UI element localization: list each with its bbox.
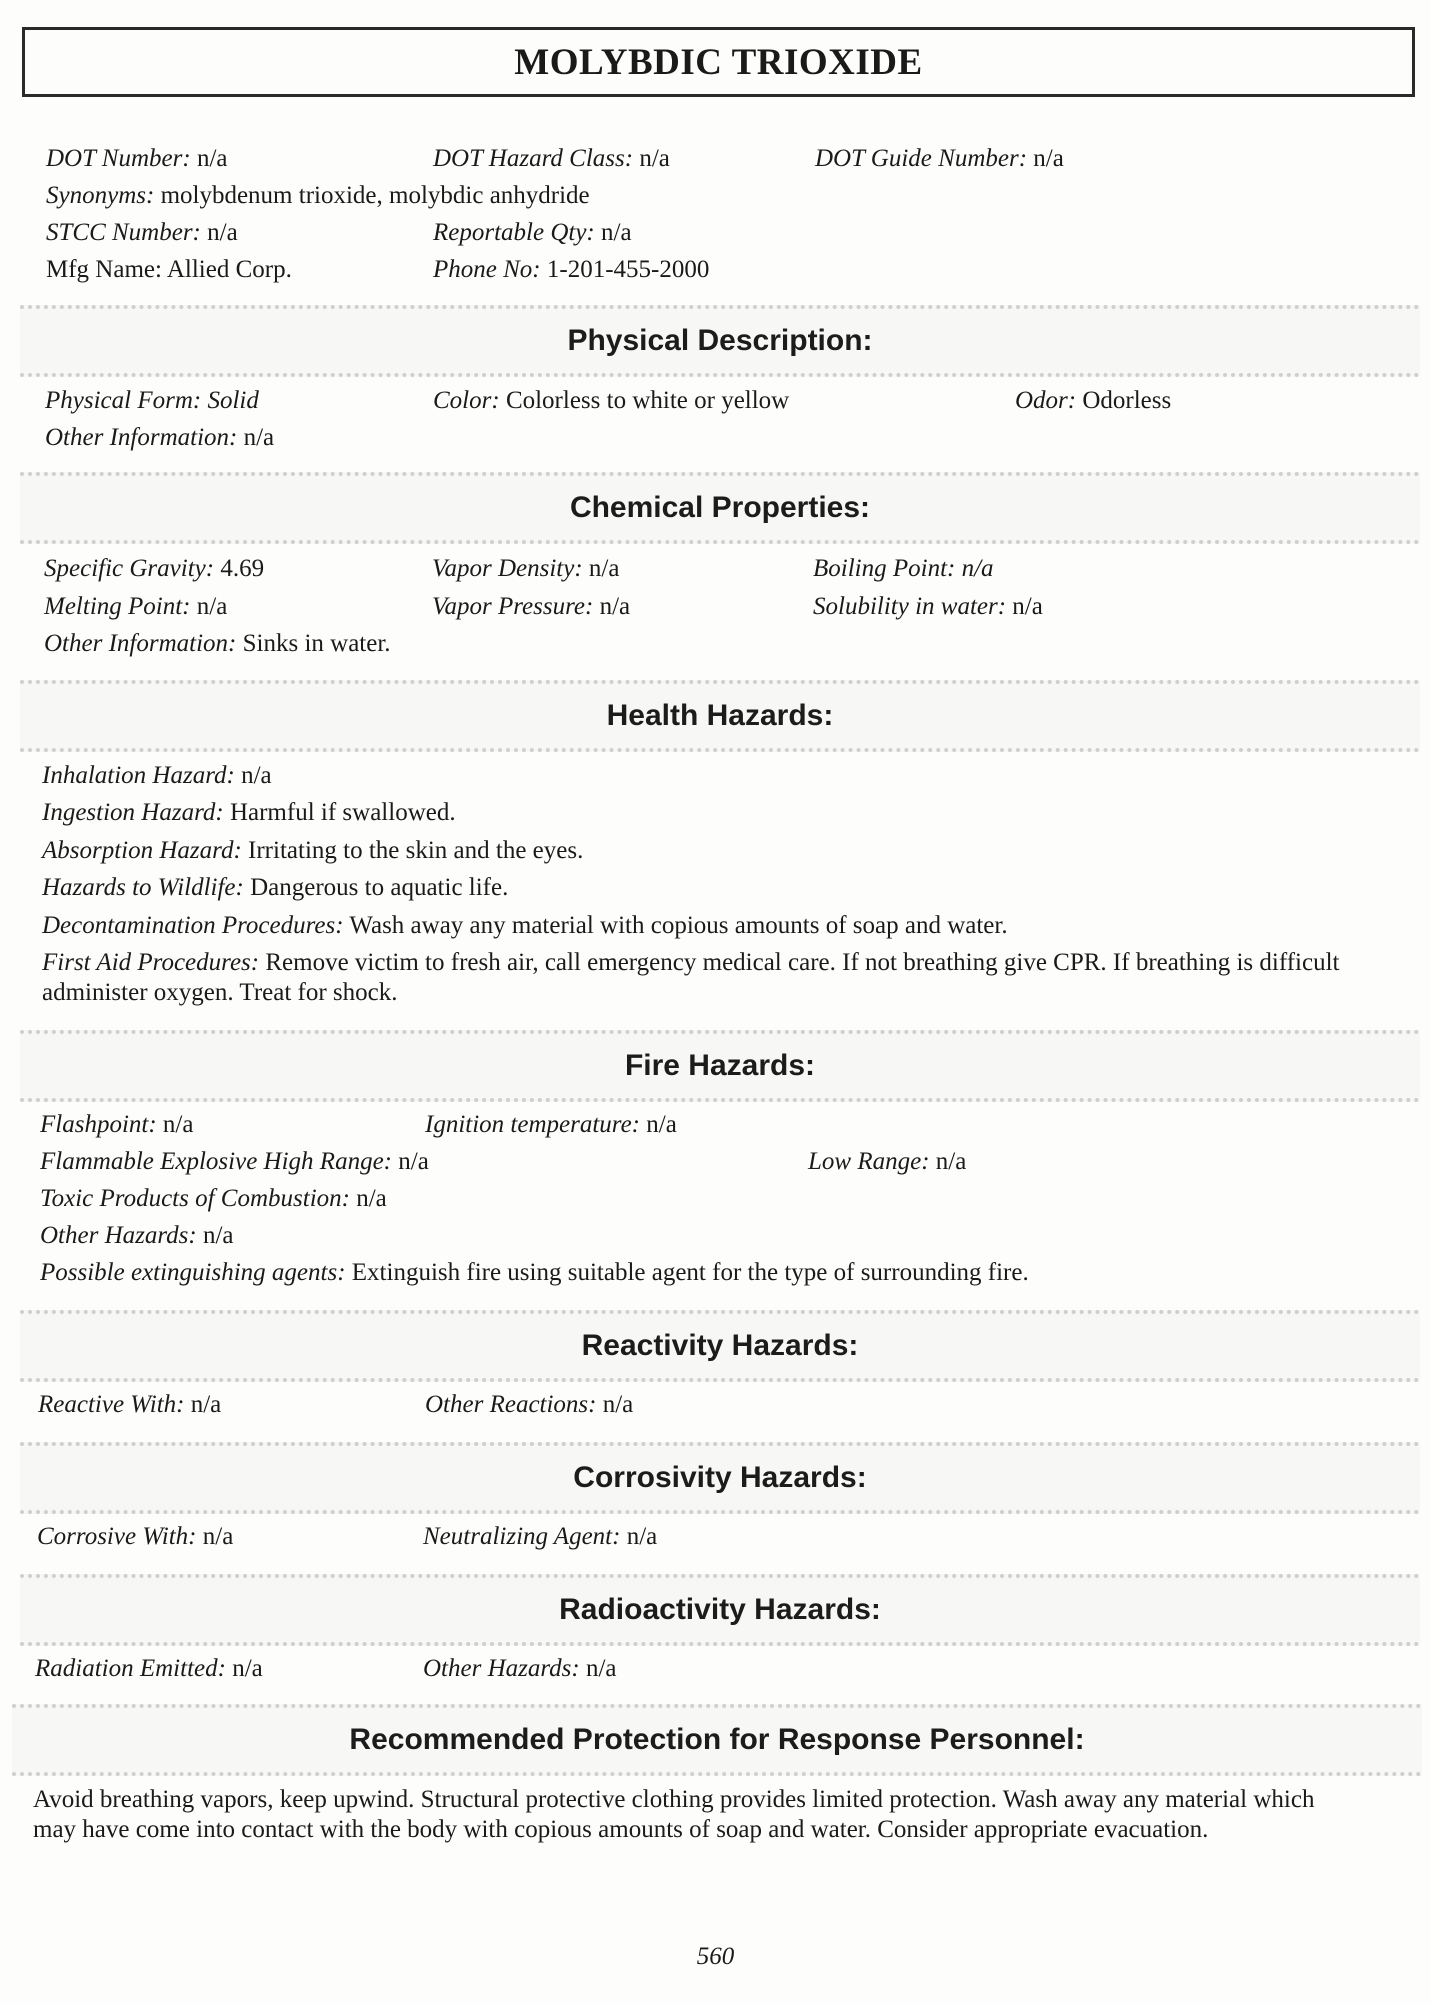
radiation-emitted: Radiation Emitted: n/a: [35, 1655, 263, 1682]
inhalation-hazard: Inhalation Hazard: n/a: [42, 762, 272, 789]
protection-section-header: Recommended Protection for Response Personnel:: [12, 1704, 1422, 1776]
toxic-products-of-combustion: Toxic Products of Combustion: n/a: [40, 1185, 387, 1212]
hazards-to-wildlife: Hazards to Wildlife: Dangerous to aquatic life.: [42, 874, 509, 901]
specific-gravity: Specific Gravity: 4.69: [44, 555, 265, 582]
corrosive-with: Corrosive With: n/a: [37, 1523, 234, 1550]
dot-number: DOT Number: n/a: [46, 145, 228, 172]
physical-other-info: Other Information: n/a: [45, 424, 275, 451]
extinguishing-agents: Possible extinguishing agents: Extinguish fire using suitable agent for the type of surrounding fire.: [40, 1259, 1029, 1286]
physical-form: Physical Form: Solid: [45, 387, 259, 414]
fire-other-hazards: Other Hazards: n/a: [40, 1222, 234, 1249]
low-range: Low Range: n/a: [808, 1148, 967, 1175]
boiling-point: Boiling Point: n/a: [813, 555, 994, 582]
title-box: [22, 27, 1415, 97]
chemical-section-header: Chemical Properties:: [20, 472, 1420, 544]
flammable-high-range: Flammable Explosive High Range: n/a: [40, 1148, 429, 1175]
radioactivity-section-header: Radioactivity Hazards:: [20, 1574, 1420, 1646]
reactivity-section-header: Reactivity Hazards:: [20, 1310, 1420, 1382]
health-section-header: Health Hazards:: [20, 680, 1420, 752]
reactive-with: Reactive With: n/a: [38, 1391, 222, 1418]
other-reactions: Other Reactions: n/a: [425, 1391, 634, 1418]
color: Color: Colorless to white or yellow: [433, 387, 790, 414]
page-title: MOLYBDIC TRIOXIDE: [514, 41, 923, 83]
dot-hazard-class: DOT Hazard Class: n/a: [433, 145, 670, 172]
phone-no: Phone No: 1-201-455-2000: [433, 256, 710, 283]
fire-section-header: Fire Hazards:: [20, 1030, 1420, 1102]
mfg-name: Mfg Name: Allied Corp.: [46, 256, 292, 283]
neutralizing-agent: Neutralizing Agent: n/a: [423, 1523, 658, 1550]
vapor-density: Vapor Density: n/a: [432, 555, 620, 582]
page-number: 560: [696, 1943, 735, 1970]
stcc-number: STCC Number: n/a: [46, 219, 238, 246]
absorption-hazard: Absorption Hazard: Irritating to the skin and the eyes.: [42, 837, 584, 864]
first-aid-procedures: First Aid Procedures: Remove victim to fresh air, call emergency medical care. If not breathing give CPR. If breathing is difficult administer oxygen. Treat for shock.: [42, 949, 1340, 1006]
vapor-pressure: Vapor Pressure: n/a: [432, 593, 631, 620]
reportable-qty: Reportable Qty: n/a: [433, 219, 632, 246]
flashpoint: Flashpoint: n/a: [40, 1111, 194, 1138]
synonyms: Synonyms: molybdenum trioxide, molybdic anhydride: [46, 182, 590, 209]
melting-point: Melting Point: n/a: [44, 593, 228, 620]
odor: Odor: Odorless: [1015, 387, 1172, 414]
corrosivity-section-header: Corrosivity Hazards:: [20, 1442, 1420, 1514]
chemical-other-info: Other Information: Sinks in water.: [44, 630, 391, 657]
dot-guide-number: DOT Guide Number: n/a: [815, 145, 1064, 172]
radioactivity-other-hazards: Other Hazards: n/a: [423, 1655, 617, 1682]
protection-text: Avoid breathing vapors, keep upwind. Structural protective clothing provides limited protection. Wash away any material which may have come into contact with the body with copious amounts of soap and water. Consider appropriate evacuation.: [33, 1786, 1315, 1843]
solubility-in-water: Solubility in water: n/a: [813, 593, 1043, 620]
ingestion-hazard: Ingestion Hazard: Harmful if swallowed.: [42, 799, 456, 826]
physical-section-header: Physical Description:: [20, 305, 1420, 377]
decontamination-procedures: Decontamination Procedures: Wash away any material with copious amounts of soap and water.: [42, 912, 1008, 939]
ignition-temperature: Ignition temperature: n/a: [425, 1111, 677, 1138]
